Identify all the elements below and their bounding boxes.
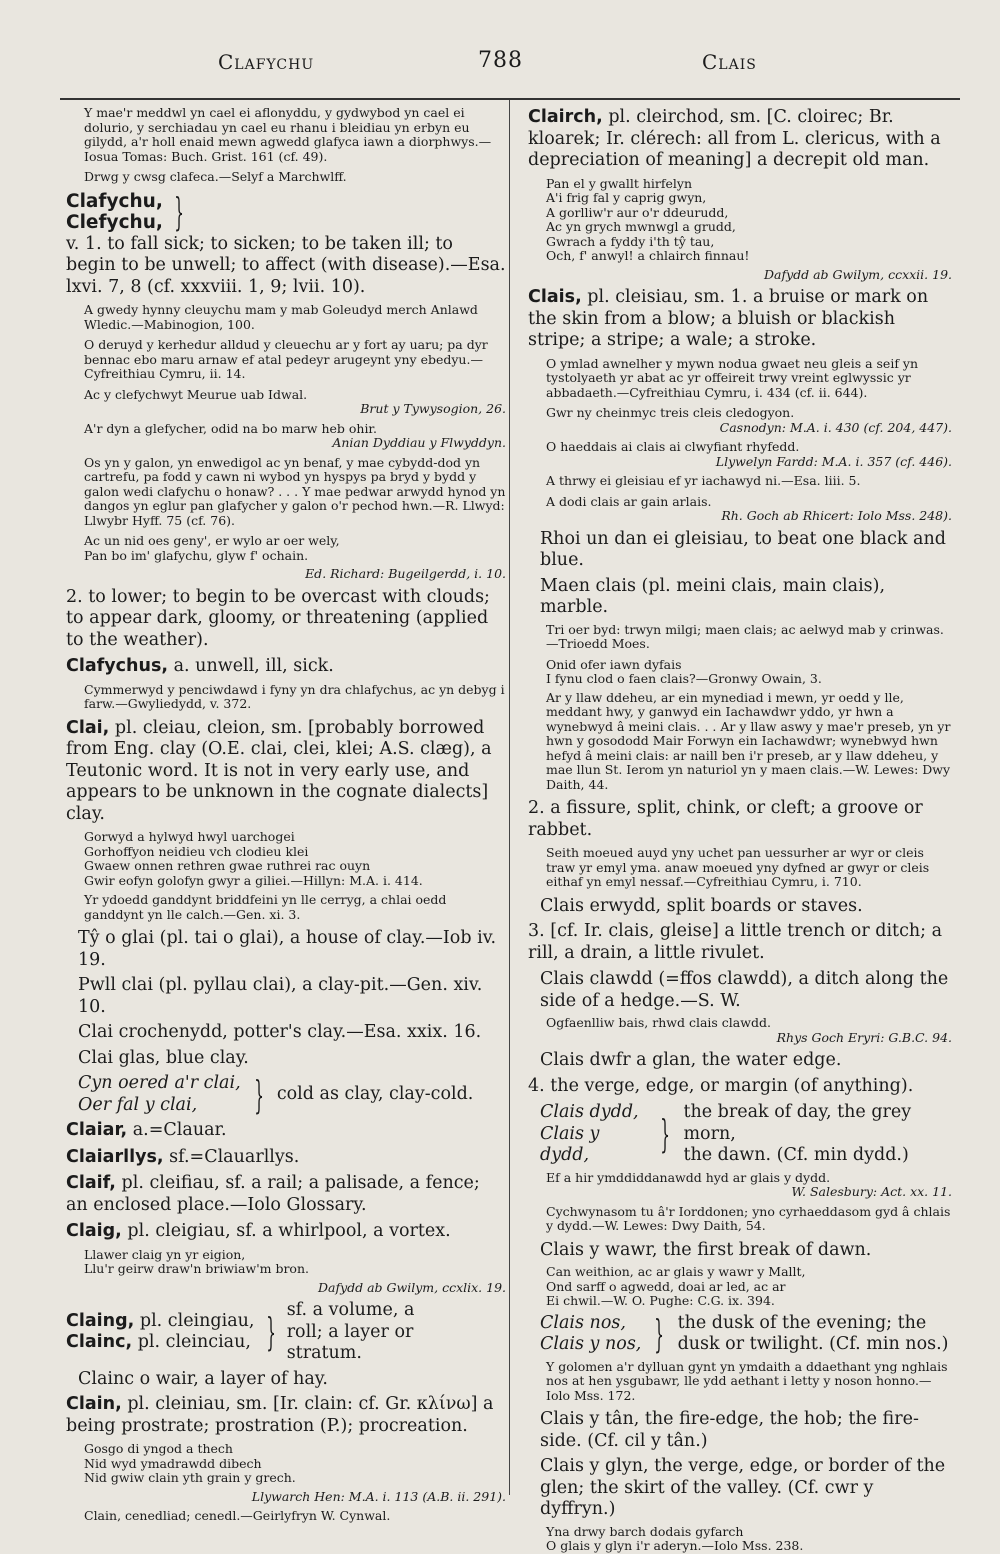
sub-entry: Clais y wawr, the first break of dawn. [540,1239,872,1260]
quotation: O ymlad awnelher y mywn nodua gwaet neu gleis a seif yn tystolyaeth yr abat ac yr offeireit trwy vreint eglwyssic yr abbadaeth.—Cyfreithiau Cymru, i. 434 (cf. ii. 644). [546,355,919,400]
plural: pl. cleinciau, [137,1332,251,1353]
headword: Clai, [66,717,110,738]
sub-entry-braced [66,1073,506,1116]
headword: Claig, [66,1221,122,1241]
verse-line: Gorwyd a hylwyd hwyl uarchogei [84,829,295,844]
entry-clais [528,287,952,352]
brace: } [654,1312,665,1356]
verse-line: Gosgo di yngod a thech [84,1441,233,1456]
quotation: Tri oer byd: trwyn milgi; maen clais; ac aelwyd mab y crinwas.—Trioedd Moes. [546,621,944,651]
verse-line: Ei chwil.—W. O. Pughe: C.G. ix. 394. [546,1293,775,1308]
sub-entry: Clai crochenydd, potter's clay.—Esa. xxix. 16. [78,1022,482,1042]
quotation: A gwedy hynny cleuychu mam y mab Goleudyd merch Anlawd Wledic.—Mabinogion, 100. [84,302,478,332]
verse-line: Gorhoffyon neidieu vch clodieu klei [84,843,309,859]
quotation: O deruyd y kerhedur alldud y cleuechu ar y fort ay uaru; pa dyr bennac ebo maru arnaw ef atal pedeyr arugeynt yny ebedyu.—Cyfreithiau Cymru, ii. 14. [84,337,488,381]
verse-line: Can weithion, ac ar glais y wawr y Mallt, [546,1264,806,1279]
verse-quotation [66,1442,506,1486]
verse-line: Llu'r geirw draw'n briwiaw'm bron. [84,1261,309,1276]
sub-entry: Maen clais (pl. meini clais, main clais), marble. [540,575,886,617]
headword: Clais, [528,287,582,307]
right-column [528,104,952,1553]
sub-entry: Clais y glyn, the verge, edge, or border of the glen; the skirt of the valley. (Cf. cwr y dyffryn.) [540,1456,946,1519]
verse-line: Onid ofer iawn dyfais [546,656,682,672]
header-rule [60,98,960,100]
brace: } [174,190,184,234]
headword: Clafychu, [66,190,163,212]
entry-clafychus [66,656,506,678]
headword: Claif, [66,1173,116,1193]
verse-line: Llawer claig yn yr eigion, [84,1246,246,1262]
definition: pl. cleisiau, sm. 1. a bruise or mark on the skin from a blow; a bluish or blackish stripe; a stripe; a wale; a stroke. [528,287,929,350]
quotation: Os yn y galon, yn enwedigol ac yn benaf, y mae cybydd-dod yn cartrefu, pa fodd y cawn ni wybod yn hyspys pa bryd y bydd y galon wedi clafychu o honaw? . . . Y mae pedwar arwydd hynod yn dangos yn eglur pan glafycher y galon o'r pechod hwn.—R. Llwyd: Llwybr Hyff. 75 (cf. 76). [84,454,506,528]
definition: pl. cleifiau, sf. a rail; a palisade, a fence; an enclosed place.—Iolo Glossary. [66,1173,480,1215]
definition: sf.=Clauarllys. [169,1146,300,1167]
quotation-source: Anian Dyddiau y Flwyddyn. [332,435,506,450]
phrase: Clais nos, [540,1312,626,1333]
verse-line: Gwir eofyn golofyn gwyr a giliei.—Hillyn: M.A. i. 414. [84,872,423,888]
phrase: Oer fal y clai, [78,1094,198,1115]
definition: 4. the verge, edge, or margin (of anything). [528,1075,914,1096]
definition: pl. cleigiau, sf. a whirlpool, a vortex. [127,1221,451,1241]
headword: Claiarllys, [66,1146,164,1167]
headword: Clain, [66,1394,122,1414]
quotation: Yr ydoedd ganddynt briddfeini yn lle cerryg, a chlai oedd ganddynt yn lle calch.—Gen. xi. 3. [84,892,447,922]
sub-entry: Clais clawdd (=ffos clawdd), a ditch along the side of a hedge.—S. W. [540,969,949,1011]
entry-clafychu [66,191,506,234]
verse-line: A gorlliw'r aur o'r ddeurudd, [546,204,729,220]
phrase: Clais y dydd, [540,1123,600,1165]
verse-line: A'i frig fal y caprig gwyn, [546,190,707,205]
entry-claiar [66,1120,506,1142]
verse-quotation [528,658,952,687]
verse-line: I fynu clod o faen clais?—Gronwy Owain, 3. [546,671,822,686]
definition: pl. cleirchod, sm. [C. cloirec; Br. kloarek; Ir. clérech: all from L. clericus, with a depreciation of meaning] a decrepit old man. [528,107,941,170]
quotation: Ef a hir ymddiddanawdd hyd ar glais y dydd. [546,1169,831,1185]
quotation: O haeddais ai clais ai clwyfiant rhyfedd. [546,439,800,454]
headword: Clainc, [66,1332,133,1353]
quotation: A dodi clais ar gain arlais. [546,493,712,509]
sub-entry: Clais dwfr a glan, the water edge. [540,1050,842,1070]
entry-claiarllys [66,1147,506,1169]
entry-clai [66,718,506,826]
definition: the break of day, the grey morn, [683,1102,912,1144]
quotation: Ogfaenlliw bais, rhwd clais clawdd. [546,1015,771,1030]
quotation-source: Brut y Tywysogion, 26. [360,401,506,416]
definition: dusk or twilight. (Cf. min nos.) [677,1334,949,1354]
quotation: Y mae'r meddwl yn cael ei aflonyddu, y gydwybod yn cael ei dolurio, y serchiadau yn cael eu rhanu i bleidiau yn erbyn eu gilydd, a'r holl enaid mewn agwedd glafyca iawn a diorphwys.—Iosua Tomas: Buch. Grist. 161 (cf. 49). [84,105,492,164]
verse-line: Ond sarff o agwedd, doai ar led, ac ar [546,1278,786,1294]
entry-claig [66,1221,506,1243]
quotation: Ac y clefychwyt Meurue uab Idwal. [84,386,308,402]
sub-entry: Clainc o wair, a layer of hay. [78,1368,328,1389]
headword: Claiar, [66,1120,128,1140]
quotation-source: Llywarch Hen: M.A. i. 113 (A.B. ii. 291). [251,1488,506,1504]
phrase: Clais dydd, [540,1102,639,1122]
verse-line: Nid gwiw clain yth grain y grech. [84,1470,296,1485]
entry-clain [66,1394,506,1437]
entry-clairch [528,107,952,172]
verse-quotation [528,1525,952,1554]
quotation-source: Casnodyn: M.A. i. 430 (cf. 204, 447). [719,419,952,435]
plural: pl. cleingiau, [139,1310,255,1331]
headword: Claing, [66,1310,135,1331]
right-guide-word: Clais [702,50,757,74]
verse-line: Ac un nid oes geny', er wylo ar oer wely, [84,533,340,548]
entry-claif [66,1173,506,1216]
page-number: 788 [478,48,523,73]
sub-entry: Pwll clai (pl. pyllau clai), a clay-pit.—Gen. xiv. 10. [78,975,483,1017]
verse-quotation [66,534,506,563]
quotation: Seith moeued auyd yny uchet pan uessurher ar wyr or cleis traw yr emyl yma. anaw moeued yny dyfned ar gwyr or cleis eithaf yn emyl nessaf.—Cyfreithiau Cymru, i. 710. [546,845,930,889]
verse-line: Nid wyd ymadrawdd dibech [84,1455,262,1471]
quotation-source: Dafydd ab Gwilym, ccxlix. 19. [317,1279,506,1295]
verse-quotation [66,1248,506,1277]
quotation-source: Rh. Goch ab Rhicert: Iolo Mss. 248). [721,508,952,523]
quotation: A thrwy ei gleisiau ef yr iachawyd ni.—Esa. liii. 5. [546,473,861,488]
definition: 2. a fissure, split, chink, or cleft; a groove or rabbet. [528,798,923,840]
quotation: A'r dyn a glefycher, odid na bo marw heb ohir. [84,420,378,436]
verse-quotation [528,1265,952,1309]
quotation-source: W. Salesbury: Act. xx. 11. [791,1184,952,1199]
definition: 2. to lower; to begin to be overcast with clouds; to appear dark, gloomy, or threatening (applied to the weather). [66,586,490,650]
headword: Clafychus, [66,656,169,676]
left-column [66,104,506,1523]
sub-entry-braced [528,1313,952,1356]
definition: pl. cleiau, cleion, sm. [probably borrowed from Eng. clay (O.E. clai, clei, klei; A.S. clæg), a Teutonic word. It is not in very early use, and appears to be unknown in the cognate dialects] clay. [66,717,492,824]
brace: } [265,1310,276,1355]
definition: a. unwell, ill, sick. [173,656,334,676]
verse-line: O glais y glyn i'r aderyn.—Iolo Mss. 238. [546,1538,804,1553]
verse-quotation [66,830,506,888]
sub-entry: Clai glas, blue clay. [78,1047,249,1068]
quotation: Drwg y cwsg clafeca.—Selyf a Marchwlff. [84,169,347,184]
sub-entry-braced [528,1102,952,1167]
sub-entry: Clais erwydd, split boards or staves. [540,895,863,916]
definition: pl. cleiniau, sm. [Ir. clain: cf. Gr. κλίνω] a being prostrate; prostration (P.); procreation. [66,1394,494,1436]
verse-line: Pan el y gwallt hirfelyn [546,175,693,191]
brace: } [660,1112,671,1157]
column-divider [509,100,510,1495]
sub-entry: Tŷ o glai (pl. tai o glai), a house of clay.—Iob iv. 19. [78,928,497,970]
quotation: Clain, cenedliad; cenedl.—Geirlyfryn W. Cynwal. [84,1508,391,1523]
quotation-source: Dafydd ab Gwilym, ccxxii. 19. [763,266,952,282]
quotation-source: Ed. Richard: Bugeilgerdd, i. 10. [305,566,506,581]
entry-claing [66,1300,506,1365]
verse-quotation [528,177,952,264]
phrase: Clais y nos, [540,1334,642,1354]
verse-line: Gwaew onnen rethren gwae ruthrei rac ouyn [84,858,371,873]
quotation-source: Llywelyn Fardd: M.A. i. 357 (cf. 446). [715,453,952,469]
definition: sf. a volume, a roll; a layer or stratum. [286,1300,415,1363]
headword: Clefychu, [66,212,163,233]
sub-entry: Rhoi un dan ei gleisiau, to beat one black and blue. [540,528,946,570]
definition: cold as clay, clay-cold. [276,1083,474,1104]
quotation: Ar y llaw ddeheu, ar ein mynediad i mewn, yr oedd y lle, meddant hwy, y ganwyd ein Iachawdwr yddo, yr hwn a wynebwyd â meini clais. . . Ar y llaw aswy y mae'r preseb, yn yr hwn y gosododd Mair Forwyn ein Iachawdwr; wynebwyd hwn hefyd â meini clais: ar naill ben i'r preseb, ar y llaw ddeheu, y mae llun St. Ierom yn naturiol yn y maen clais.—W. Lewes: Dwy Daith, 44. [546,689,951,792]
definition: a.=Clauar. [132,1120,227,1140]
verse-line: Ac yn grych mwnwgl a grudd, [546,219,736,234]
verse-line: Gwrach a fyddy i'th tŷ tau, [546,233,715,249]
phrase: Cyn oered a'r clai, [78,1073,241,1093]
verse-line: Yna drwy barch dodais gyfarch [546,1523,744,1539]
headword: Clairch, [528,107,603,127]
definition: the dusk of the evening; the [677,1312,927,1333]
left-guide-word: Clafychu [218,50,315,74]
verse-line: Och, f' anwyl! a chlairch finnau! [546,248,750,263]
quotation: Gwr ny cheinmyc treis cleis cledogyon. [546,405,795,420]
definition: v. 1. to fall sick; to sicken; to be taken ill; to begin to be unwell; to affect (with disease).—Esa. lxvi. 7, 8 (cf. xxxviii. 1, 9; lvii. 10). [66,233,506,297]
brace: } [253,1072,264,1117]
quotation: Cychwynasom tu â'r Iorddonen; yno cyrhaeddasom gyd â chlais y dydd.—W. Lewes: Dwy Daith, 54. [546,1203,951,1233]
quotation: Cymmerwyd y penciwdawd i fyny yn dra chlafychus, ac yn debyg i farw.—Gwyliedydd, v. 372. [84,681,505,711]
definition: the dawn. (Cf. min dydd.) [683,1145,909,1165]
definition: 3. [cf. Ir. clais, gleise] a little trench or ditch; a rill, a drain, a little rivulet. [528,921,943,963]
quotation: Y golomen a'r dylluan gynt yn ymdaith a ddaethant yng nghlais nos at hen ysgubawr, lle ydd aethant i letty y noson honno.—Iolo Mss. 172. [546,1358,948,1403]
quotation-source: Rhys Goch Eryri: G.B.C. 94. [776,1029,952,1045]
verse-line: Pan bo im' glafychu, glyw f' ochain. [84,547,309,563]
sub-entry: Clais y tân, the fire-edge, the hob; the fire-side. (Cf. cil y tân.) [540,1409,919,1451]
